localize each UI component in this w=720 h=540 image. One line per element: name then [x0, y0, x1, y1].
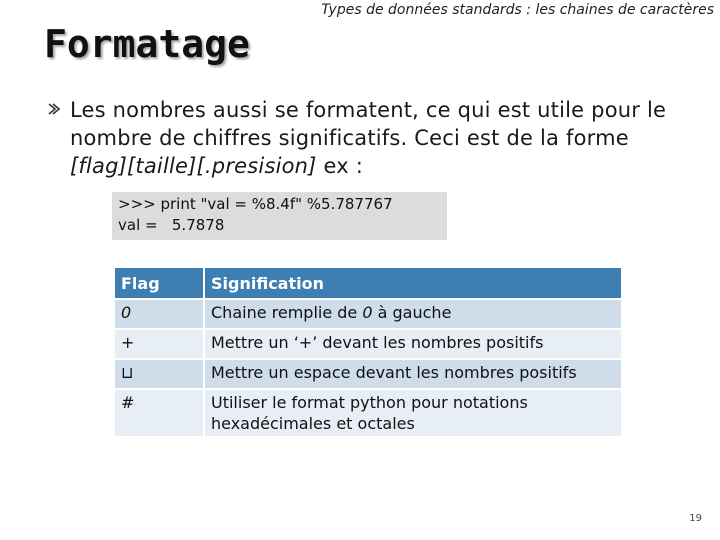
bullet-item [46, 96, 686, 180]
meaning-italic: 0 [362, 303, 373, 322]
bullet-text [70, 96, 686, 180]
code-line-2: val = 5.7878 [118, 216, 225, 234]
table-header-signification: Signification [204, 267, 622, 299]
meaning-text-end: à gauche [372, 303, 452, 322]
slide-title: Formatage [44, 22, 250, 66]
table-header-row [114, 267, 622, 299]
meaning-cell [204, 299, 622, 329]
bullet-text-part1: Les nombres aussi se formatent, ce qui est utile pour le nombre de chiffres significatifs. Ceci est de la forme [70, 98, 667, 150]
page-number: 19 [689, 513, 702, 524]
code-line-1: >>> print "val = %8.4f" %5.787767 [118, 195, 393, 213]
code-example-box [112, 192, 447, 240]
slide-subtitle: Types de données standards : les chaines de caractères [321, 2, 714, 18]
flag-cell: ⊔ [114, 359, 204, 389]
meaning-cell: Mettre un ‘+’ devant les nombres positifs [204, 329, 622, 359]
bullet-arrow-icon [46, 101, 60, 115]
flag-table [113, 266, 623, 438]
meaning-cell: Mettre un espace devant les nombres positifs [204, 359, 622, 389]
flag-cell: + [114, 329, 204, 359]
flag-cell: # [114, 389, 204, 437]
table-row [114, 389, 622, 437]
flag-cell: 0 [114, 299, 204, 329]
meaning-text: Chaine remplie de [211, 303, 363, 322]
table-row [114, 329, 622, 359]
table-row [114, 299, 622, 329]
table-row [114, 359, 622, 389]
bullet-format-spec: [flag][taille][.presision] [70, 154, 317, 178]
bullet-text-part2: ex : [316, 154, 363, 178]
meaning-cell: Utiliser le format python pour notations hexadécimales et octales [204, 389, 622, 437]
table-header-flag: Flag [114, 267, 204, 299]
